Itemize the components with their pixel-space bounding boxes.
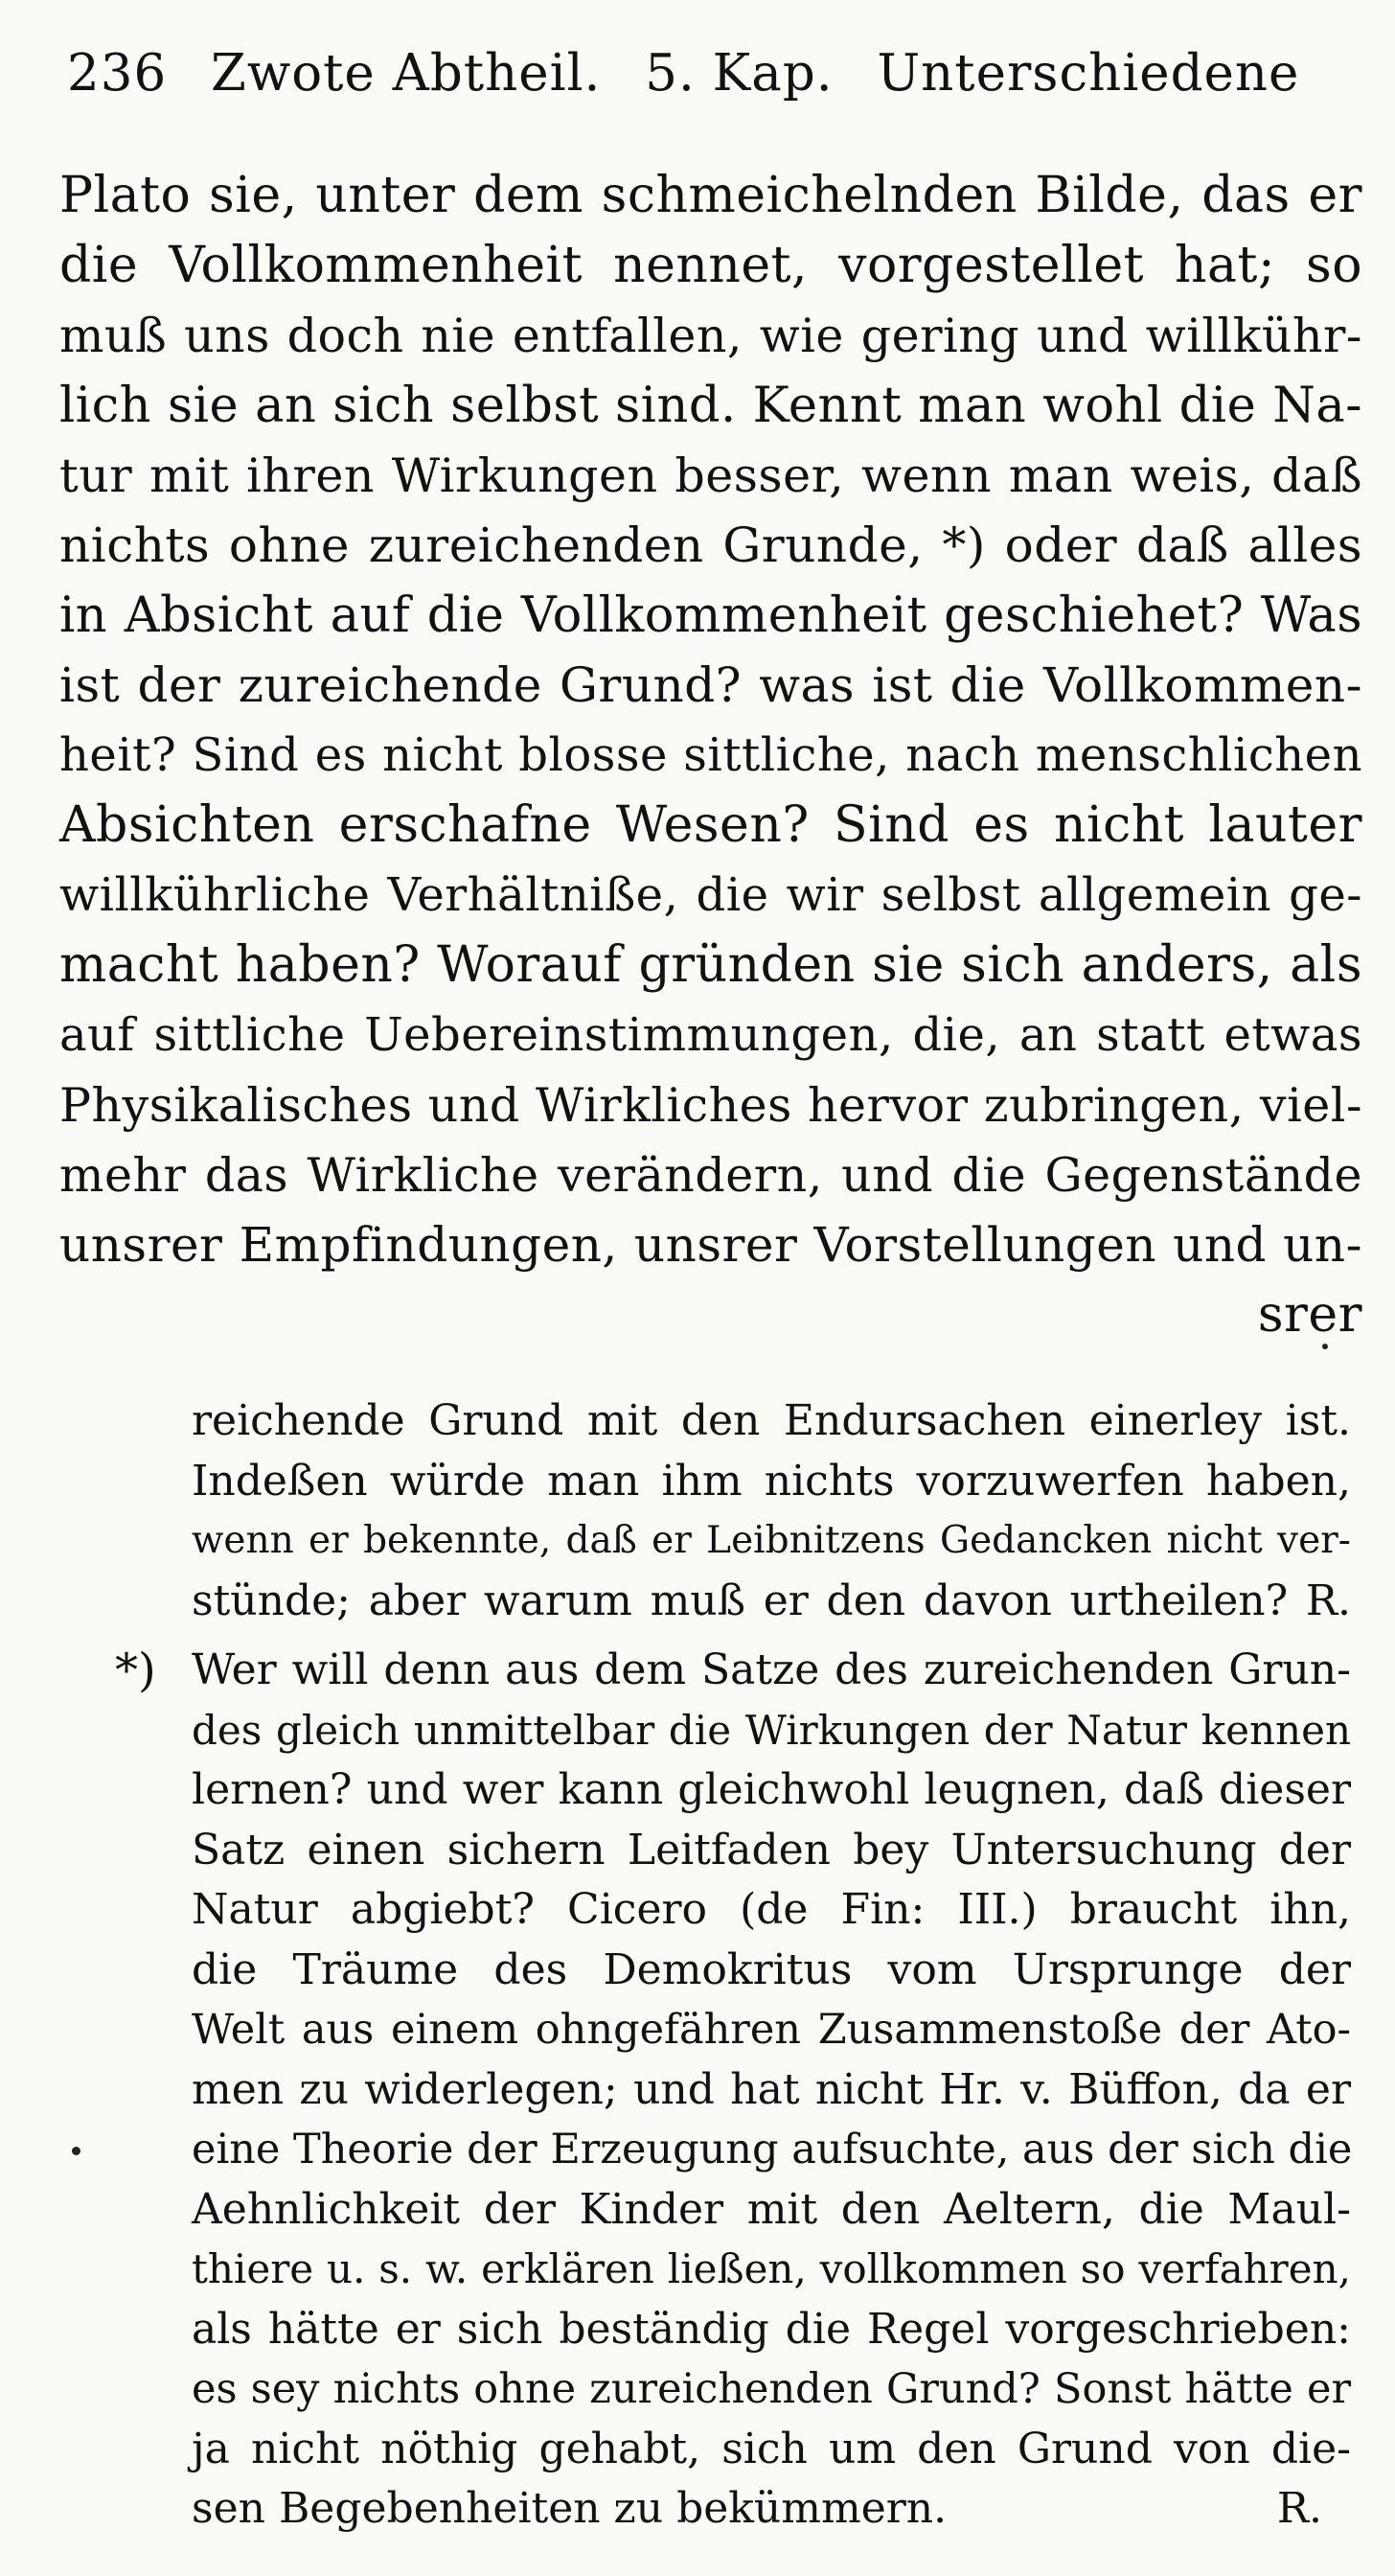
footnote-last-line (192, 2479, 1351, 2540)
footnote-line: es sey nichts ohne zureichenden Grund? Sonst hätte er (192, 2365, 1351, 2413)
text-line: die Vollkommenheit nennet, vorgestellet hat; so (59, 237, 1362, 294)
running-head (67, 31, 1341, 117)
text-line: mehr das Wirkliche verändern, und die Gegenstände (59, 1148, 1362, 1203)
footnote-line: reichende Grund mit den Endursachen einerley ist. (192, 1396, 1351, 1445)
text-line: ist der zureichende Grund? was ist die Vollkommen- (59, 657, 1362, 713)
footnote-line: Aehnlichkeit der Kinder mit den Aeltern, die Maul- (192, 2184, 1351, 2234)
main-text (59, 161, 1362, 1350)
text-line: Absichten erschafne Wesen? Sind es nicht lauter (59, 796, 1362, 854)
text-line: Physikalisches und Wirkliches hervor zubringen, viel- (59, 1078, 1362, 1133)
footnote-line: thiere u. s. w. erklären ließen, vollkommen so verfahren, (192, 2245, 1351, 2292)
footnote-line: lernen? und wer kann gleichwohl leugnen, daß dieser (192, 1765, 1351, 1814)
footnote-line: Natur abgiebt? Cicero (de Fin: III.) braucht ihn, (192, 1885, 1351, 1934)
text-line: Plato sie, unter dem schmeichelnden Bilde, das er (59, 167, 1362, 224)
footnote-line-text: sen Begebenheiten zu bekümmern. (192, 2484, 948, 2533)
footnote-line: Welt aus einem ohngefähren Zusammenstoße der Ato- (192, 2006, 1351, 2054)
text-line: auf sittliche Uebereinstimmungen, die, an statt etwas (59, 1008, 1362, 1062)
ink-speck (1322, 1344, 1328, 1349)
footnote-line: Satz einen sichern Leitfaden bey Untersuchung der (192, 1825, 1351, 1874)
footnote-marker: *) (115, 1644, 156, 1697)
footnote-line: die Träume des Demokritus vom Ursprunge der (192, 1944, 1351, 1994)
text-line: willkührliche Verhältniße, die wir selbst allgemein ge- (59, 868, 1362, 922)
footnote-signature: R. (1276, 2484, 1322, 2533)
text-line: macht haben? Worauf gründen sie sich anders, als (59, 936, 1362, 994)
chapter-label: 5. Kap. (645, 44, 834, 103)
text-line: lich sie an sich selbst sind. Kennt man wohl die Na- (59, 378, 1362, 434)
footnote-continuation (192, 1392, 1351, 1631)
ink-speck (72, 2147, 80, 2155)
footnote-line: eine Theorie der Erzeugung aufsuchte, aus der sich die (192, 2126, 1353, 2174)
footnote-line: ja nicht nöthig gehabt, sich um den Grund von die- (192, 2424, 1351, 2473)
footnote-line: als hätte er sich beständig die Regel vorgeschrieben: (192, 2304, 1351, 2354)
text-line: tur mit ihren Wirkungen besser, wenn man weis, daß (59, 448, 1362, 503)
footnote-line: des gleich unmittelbar die Wirkungen der Natur kennen (192, 1706, 1351, 1754)
text-line: in Absicht auf die Vollkommenheit geschiehet? Was (59, 587, 1362, 644)
text-line: heit? Sind es nicht blosse sittliche, nach menschlichen (59, 728, 1362, 782)
text-line: nichts ohne zureichenden Grunde, *) oder daß alles (59, 518, 1362, 573)
page-number: 236 (67, 44, 168, 103)
text-line: muß uns doch nie entfallen, wie gering und willkühr- (59, 309, 1362, 363)
chapter-catchword: Unterschiedene (877, 44, 1300, 103)
footnote-line: Wer will denn aus dem Satze des zureichenden Grun- (192, 1645, 1351, 1694)
footnote-line: wenn er bekennte, daß er Leibnitzens Gedancken nicht ver- (192, 1519, 1351, 1562)
catchword: srer (1257, 1286, 1362, 1344)
footnote-line: stünde; aber warum muß er den davon urtheilen? R. (192, 1576, 1351, 1625)
text-line: unsrer Empfindungen, unsrer Vorstellungen und un- (59, 1217, 1362, 1273)
section-title: Zwote Abtheil. (211, 44, 602, 103)
footnote (192, 1641, 1351, 2540)
footnote-line: Indeßen würde man ihm nichts vorzuwerfen haben, (192, 1456, 1351, 1506)
footnote-line: men zu widerlegen; und hat nicht Hr. v. Büffon, da er (192, 2064, 1351, 2114)
